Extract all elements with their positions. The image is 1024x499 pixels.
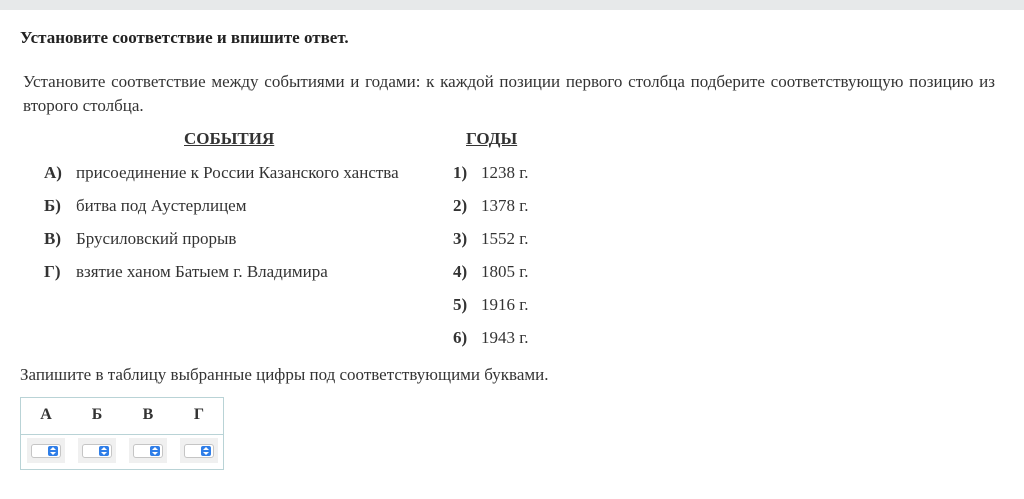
year-item <box>453 295 529 315</box>
answer-select-b[interactable] <box>82 444 112 458</box>
year-number: 3) <box>453 229 468 248</box>
answer-select-v[interactable] <box>133 444 163 458</box>
answer-table-header <box>21 398 223 435</box>
updown-chevron-icon <box>99 446 109 456</box>
answer-column-label: Б <box>91 406 103 423</box>
event-item <box>44 196 247 216</box>
updown-chevron-icon <box>150 446 160 456</box>
task-heading: Установите соответствие и впишите ответ. <box>20 28 349 47</box>
year-text: 1378 г. <box>481 196 529 215</box>
year-text: 1916 г. <box>481 295 529 314</box>
year-item <box>453 229 529 249</box>
answer-cell <box>27 438 65 463</box>
year-number: 6) <box>453 328 468 347</box>
event-text: присоединение к России Казанского ханства <box>76 163 399 182</box>
year-item <box>453 163 529 183</box>
year-number: 4) <box>453 262 468 281</box>
answer-column-label: Г <box>193 406 205 423</box>
event-text: битва под Аустерлицем <box>76 196 247 215</box>
event-text: Брусиловский прорыв <box>76 229 237 248</box>
year-text: 1943 г. <box>481 328 529 347</box>
events-column-header: СОБЫТИЯ <box>184 129 275 148</box>
answer-select-g[interactable] <box>184 444 214 458</box>
year-text: 1805 г. <box>481 262 529 281</box>
answer-column-label: В <box>142 406 154 423</box>
event-letter: Б) <box>44 196 61 215</box>
event-letter: В) <box>44 229 61 248</box>
year-number: 2) <box>453 196 468 215</box>
year-item <box>453 196 529 216</box>
answer-select-a[interactable] <box>31 444 61 458</box>
year-text: 1552 г. <box>481 229 529 248</box>
answer-cell <box>180 438 218 463</box>
year-number: 5) <box>453 295 468 314</box>
task-instructions: Установите соответствие между событиями и годами: к каждой позиции первого столбца подберите соответствующую позицию из второго столбца. <box>23 72 995 115</box>
year-number: 1) <box>453 163 468 182</box>
answer-table <box>20 397 224 470</box>
event-item <box>44 262 328 282</box>
event-letter: А) <box>44 163 62 182</box>
event-item <box>44 163 399 183</box>
year-item <box>453 328 529 348</box>
year-item <box>453 262 529 282</box>
answer-cell <box>129 438 167 463</box>
event-text: взятие ханом Батыем г. Владимира <box>76 262 328 281</box>
answer-column-label: А <box>40 406 52 423</box>
updown-chevron-icon <box>48 446 58 456</box>
updown-chevron-icon <box>201 446 211 456</box>
event-letter: Г) <box>44 262 61 281</box>
answer-prompt: Запишите в таблицу выбранные цифры под соответствующими буквами. <box>20 365 549 384</box>
answer-cell <box>78 438 116 463</box>
year-text: 1238 г. <box>481 163 529 182</box>
years-column-header: ГОДЫ <box>466 129 518 148</box>
top-bar <box>0 0 1024 10</box>
event-item <box>44 229 236 249</box>
